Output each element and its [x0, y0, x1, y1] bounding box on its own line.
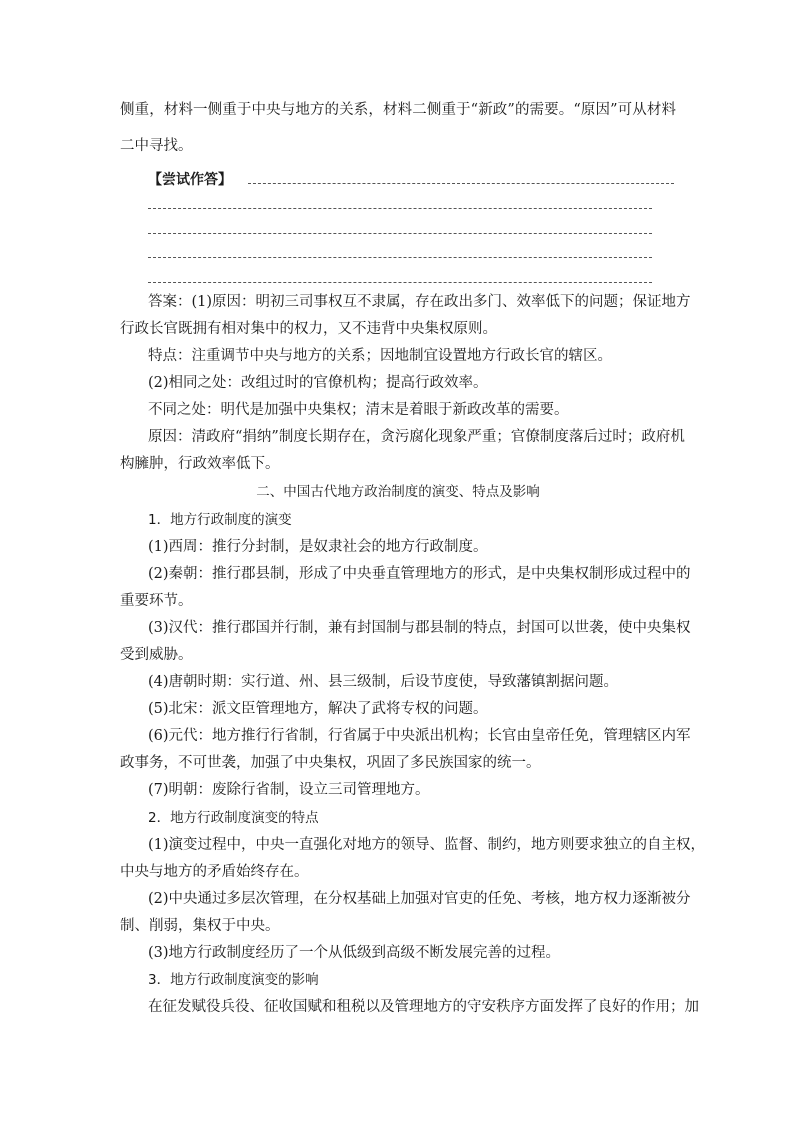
paragraph-2-line-1: (2)秦朝：推行郡县制，形成了中央垂直管理地方的形式，是中央集权制形成过程中的 [148, 566, 691, 582]
answer-line-4: (2)相同之处：改组过时的官僚机构；提高行政效率。 [148, 375, 488, 391]
intro-line-1: 侧重，材料一侧重于中央与地方的关系，材料二侧重于“新政”的需要。“原因”可从材料 [120, 102, 676, 118]
subheading-3: 3．地方行政制度演变的影响 [148, 972, 319, 988]
attempt-label: 【尝试作答】 [148, 172, 232, 188]
paragraph-3-line-1: (3)汉代：推行郡国并行制，兼有封国制与郡县制的特点，封国可以世袭，使中央集权 [148, 620, 691, 636]
answer-blank-line-2 [148, 208, 652, 209]
feature-3: (3)地方行政制度经历了一个从低级到高级不断发展完善的过程。 [148, 945, 561, 961]
answer-line-1: 答案：(1)原因：明初三司事权互不隶属，存在政出多门、效率低下的问题；保证地方 [148, 294, 691, 310]
feature-1-line-1: (1)演变过程中，中央一直强化对地方的领导、监督、制约，地方则要求独立的自主权， [148, 837, 706, 853]
subheading-2: 2．地方行政制度演变的特点 [148, 810, 319, 826]
paragraph-5: (5)北宋：派文臣管理地方，解决了武将专权的问题。 [148, 701, 488, 717]
paragraph-2-line-2: 重要环节。 [120, 593, 193, 609]
subheading-1: 1．地方行政制度的演变 [148, 512, 292, 528]
paragraph-6-line-2: 政事务，不可世袭，加强了中央集权，巩固了多民族国家的统一。 [120, 755, 541, 771]
paragraph-7: (7)明朝：废除行省制，设立三司管理地方。 [148, 782, 430, 798]
feature-2-line-1: (2)中央通过多层次管理，在分权基础上加强对官吏的任免、考核，地方权力逐渐被分 [148, 891, 691, 907]
section-title: 二、中国古代地方政治制度的演变、特点及影响 [256, 484, 540, 500]
answer-blank-line-4 [148, 257, 652, 258]
paragraph-6-line-1: (6)元代：地方推行行省制，行省属于中央派出机构；长官由皇帝任免，管理辖区内军 [148, 728, 691, 744]
answer-line-2: 行政长官既拥有相对集中的权力，又不违背中央集权原则。 [120, 321, 497, 337]
answer-blank-line-1 [248, 183, 674, 184]
answer-blank-line-3 [148, 233, 652, 234]
feature-2-line-2: 制、削弱，集权于中央。 [120, 918, 280, 934]
paragraph-4: (4)唐朝时期：实行道、州、县三级制，后设节度使，导致藩镇割据问题。 [148, 674, 619, 690]
paragraph-1: (1)西周：推行分封制，是奴隶社会的地方行政制度。 [148, 539, 488, 555]
answer-line-7: 构臃肿，行政效率低下。 [120, 456, 280, 472]
answer-blank-line-5 [148, 282, 652, 283]
answer-line-6: 原因：清政府“捐纳”制度长期存在，贪污腐化现象严重；官僚制度落后过时；政府机 [148, 429, 685, 445]
influence-line-1: 在征发赋役兵役、征收国赋和租税以及管理地方的守安秩序方面发挥了良好的作用；加 [148, 999, 699, 1015]
answer-line-3: 特点：注重调节中央与地方的关系；因地制宜设置地方行政长官的辖区。 [148, 348, 612, 364]
feature-1-line-2: 中央与地方的矛盾始终存在。 [120, 864, 309, 880]
paragraph-3-line-2: 受到威胁。 [120, 647, 193, 663]
answer-line-5: 不同之处：明代是加强中央集权；清末是着眼于新政改革的需要。 [148, 402, 569, 418]
intro-line-2: 二中寻找。 [120, 138, 193, 154]
